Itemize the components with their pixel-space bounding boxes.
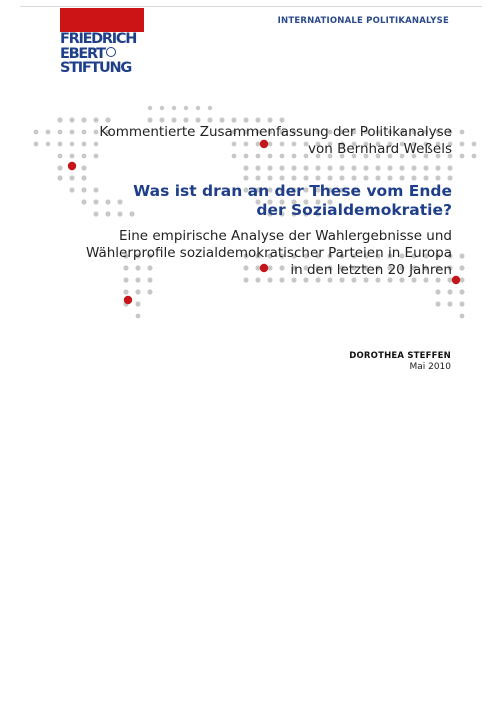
map-dot [123,289,128,294]
map-dot [58,130,63,135]
description-line-2: Wählerprofile sozialdemokratischer Parteien in Europa [85,245,452,261]
map-dot [70,154,75,159]
map-dot [351,165,356,170]
logo-line-3: STIFTUNG [60,60,131,76]
map-dot [207,117,212,122]
map-dot [447,301,452,306]
logo-line-1: FRIEDRICH [60,31,137,47]
map-dot [82,154,87,159]
map-dot [460,142,465,147]
subtitle-line-1: Kommentierte Zusammenfassung der Politikanalyse [99,124,452,140]
subtitle [99,124,452,158]
map-dot [255,175,260,180]
map-dot [279,117,284,122]
map-dot [196,106,200,110]
map-dot [136,314,141,319]
map-dot [171,117,176,122]
map-dot [46,142,51,147]
map-dot [94,154,99,159]
map-dot [69,117,74,122]
document-description [86,228,452,279]
map-dot [363,165,368,170]
map-dot [105,211,110,216]
map-dot [243,165,248,170]
map-dot [255,165,260,170]
map-dot [69,187,74,192]
map-dot [459,265,464,270]
map-dot [447,175,452,180]
document-title [133,182,452,220]
map-dot [267,117,272,122]
map-dot [459,253,464,258]
map-dot [195,117,200,122]
map-dot [363,175,368,180]
map-dot [243,175,248,180]
map-dot [93,187,98,192]
map-dot [231,117,236,122]
map-dot [459,301,464,306]
map-dot [57,175,62,180]
map-dot [70,142,75,147]
series-label: INTERNATIONALE POLITIKANALYSE [277,16,449,26]
map-dot [447,165,452,170]
map-dot [160,106,164,110]
map-dot [435,301,440,306]
subtitle-line-2: von Bernhard Weßels [308,141,452,157]
map-dot [135,301,140,306]
map-dot [93,117,98,122]
map-dot [447,289,452,294]
map-dot [172,106,176,110]
map-dot [159,117,164,122]
map-dot [57,117,62,122]
map-dot [435,175,440,180]
map-dot [460,130,465,135]
map-dot [135,289,140,294]
map-dot [411,175,416,180]
map-dot-red [68,162,76,170]
map-dot [105,117,110,122]
title-line-1: Was ist dran an der These vom Ende [133,182,452,200]
map-dot [375,175,380,180]
map-dot [399,175,404,180]
map-dot [327,165,332,170]
map-dot [81,117,86,122]
map-dot [387,165,392,170]
map-dot [472,142,477,147]
map-dot [399,165,404,170]
map-dot [148,106,152,110]
map-dot [81,199,86,204]
map-dot [472,154,477,159]
author-name: DOROTHEA STEFFEN [349,351,451,361]
map-dot [435,165,440,170]
map-dot [57,165,62,170]
map-dot [81,175,86,180]
map-dot [58,142,63,147]
map-dot [435,289,440,294]
map-dot [46,130,51,135]
map-dot [208,106,212,110]
map-dot [267,165,272,170]
map-dot [279,165,284,170]
map-dot [459,289,464,294]
map-dot [93,211,98,216]
map-dot [267,175,272,180]
description-line-3: in den letzten 20 Jahren [290,262,452,278]
map-dot [81,187,86,192]
map-dot [387,175,392,180]
map-dot [82,142,87,147]
map-dot [375,165,380,170]
map-dot [279,175,284,180]
map-dot-red [124,296,132,304]
map-dot [70,130,75,135]
map-dot [339,165,344,170]
map-dot [460,154,465,159]
map-dot [291,175,296,180]
map-dot [423,175,428,180]
map-dot [82,130,87,135]
map-dot [94,130,99,135]
map-dot [117,199,122,204]
map-dot [94,142,99,147]
map-dot [291,165,296,170]
map-dot [147,117,152,122]
map-dot [219,117,224,122]
map-dot [34,142,39,147]
publication-date: Mai 2010 [409,362,451,372]
logo-line-2-text: EBERT [60,45,105,62]
map-dot [315,165,320,170]
map-dot [423,165,428,170]
map-dot [303,165,308,170]
description-line-1: Eine empirische Analyse der Wahlergebnisse und [118,228,452,244]
map-dot [34,130,39,135]
map-dot [411,165,416,170]
map-dot [81,165,86,170]
map-dot-red [452,276,460,284]
map-dot [460,314,465,319]
map-dot [351,175,356,180]
map-dot [69,175,74,180]
map-dot [243,117,248,122]
map-dot [255,117,260,122]
map-dot [147,289,152,294]
map-dot [58,154,63,159]
map-dot [183,117,188,122]
map-dot [315,175,320,180]
map-dot [184,106,188,110]
map-dot [339,175,344,180]
map-dot [327,175,332,180]
title-line-2: der Sozialdemokratie? [256,201,452,219]
map-dot [303,175,308,180]
map-dot [117,211,122,216]
map-dot [93,199,98,204]
map-dot [105,199,110,204]
